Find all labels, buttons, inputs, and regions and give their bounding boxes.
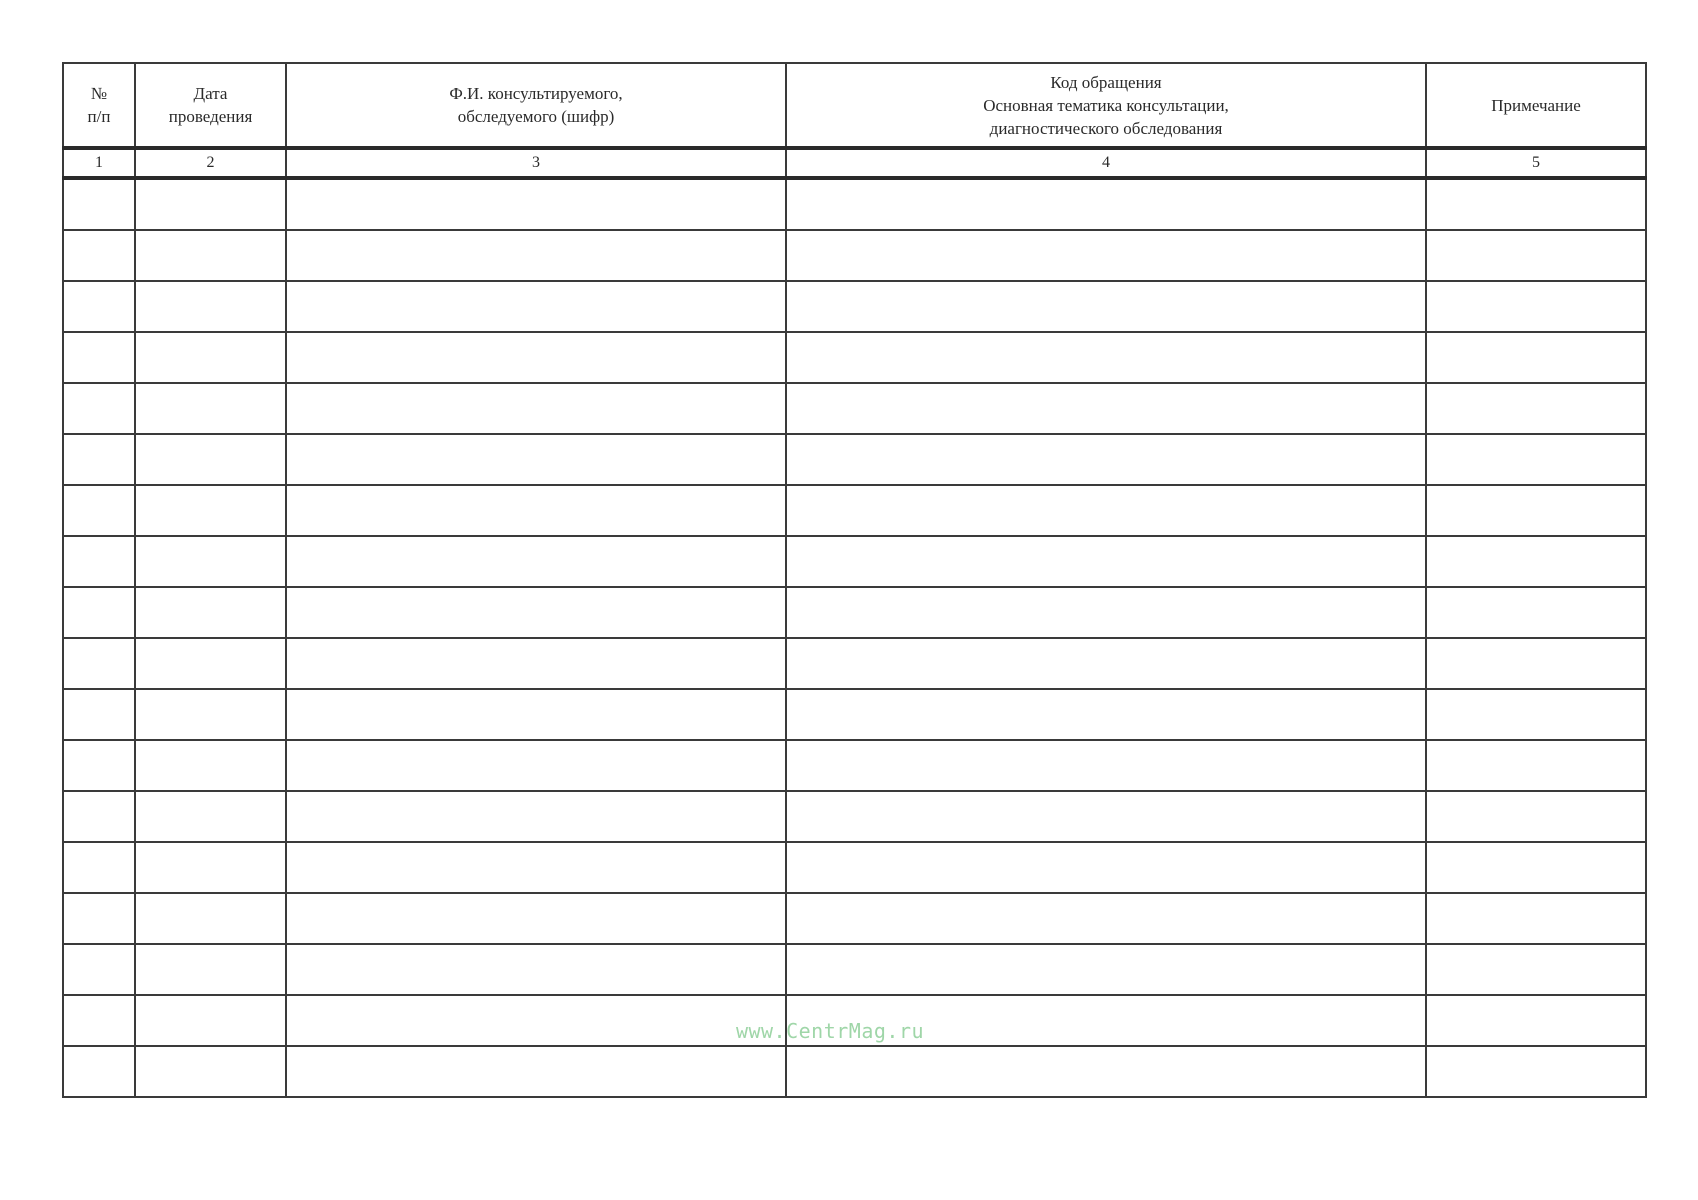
cell-note [1426, 332, 1646, 383]
header-date-line2: проведения [168, 107, 253, 126]
cell-date [135, 178, 286, 230]
cell-note [1426, 485, 1646, 536]
cell-note [1426, 434, 1646, 485]
header-name-line2: обследуемого (шифр) [457, 107, 615, 126]
column-number-row [63, 148, 1646, 178]
table-row [63, 281, 1646, 332]
cell-number [63, 893, 135, 944]
cell-number [63, 230, 135, 281]
cell-note [1426, 230, 1646, 281]
cell-topic [786, 230, 1426, 281]
cell-name [286, 740, 786, 791]
cell-number [63, 842, 135, 893]
table-row [63, 893, 1646, 944]
cell-number [63, 281, 135, 332]
table-row [63, 383, 1646, 434]
table-row [63, 944, 1646, 995]
cell-note [1426, 893, 1646, 944]
cell-note [1426, 740, 1646, 791]
cell-date [135, 638, 286, 689]
cell-note [1426, 944, 1646, 995]
cell-name [286, 893, 786, 944]
cell-number [63, 587, 135, 638]
cell-date [135, 434, 286, 485]
cell-date [135, 995, 286, 1046]
cell-name [286, 536, 786, 587]
cell-date [135, 536, 286, 587]
cell-date [135, 281, 286, 332]
cell-note [1426, 587, 1646, 638]
cell-name [286, 638, 786, 689]
table-row [63, 536, 1646, 587]
cell-number [63, 995, 135, 1046]
cell-number [63, 434, 135, 485]
cell-topic [786, 587, 1426, 638]
cell-topic [786, 638, 1426, 689]
column-number: 1 [63, 148, 135, 178]
cell-number [63, 740, 135, 791]
cell-number [63, 332, 135, 383]
table-row [63, 791, 1646, 842]
cell-topic [786, 893, 1426, 944]
table-row [63, 740, 1646, 791]
header-name [286, 63, 786, 148]
cell-number [63, 178, 135, 230]
cell-topic [786, 842, 1426, 893]
header-name-line1: Ф.И. консультируемого, [449, 84, 623, 103]
cell-topic [786, 383, 1426, 434]
cell-date [135, 587, 286, 638]
cell-date [135, 383, 286, 434]
header-number [63, 63, 135, 148]
cell-name [286, 178, 786, 230]
cell-name [286, 689, 786, 740]
cell-date [135, 944, 286, 995]
cell-note [1426, 281, 1646, 332]
cell-topic [786, 1046, 1426, 1097]
cell-topic [786, 791, 1426, 842]
cell-name [286, 842, 786, 893]
header-number-line1: № [90, 84, 108, 103]
cell-topic [786, 536, 1426, 587]
cell-number [63, 791, 135, 842]
cell-number [63, 944, 135, 995]
cell-note [1426, 383, 1646, 434]
table-row [63, 485, 1646, 536]
table-row [63, 1046, 1646, 1097]
cell-note [1426, 842, 1646, 893]
cell-date [135, 893, 286, 944]
cell-name [286, 281, 786, 332]
consultation-journal-table [62, 62, 1647, 1098]
cell-topic [786, 689, 1426, 740]
cell-note [1426, 995, 1646, 1046]
column-number: 4 [786, 148, 1426, 178]
cell-note [1426, 536, 1646, 587]
cell-note [1426, 638, 1646, 689]
table-row [63, 434, 1646, 485]
cell-date [135, 842, 286, 893]
cell-topic [786, 281, 1426, 332]
header-number-line2: п/п [87, 107, 111, 126]
cell-date [135, 740, 286, 791]
table-row [63, 587, 1646, 638]
cell-name [286, 383, 786, 434]
cell-name [286, 1046, 786, 1097]
cell-number [63, 1046, 135, 1097]
watermark: www.CentrMag.ru [735, 1019, 925, 1043]
table-row [63, 842, 1646, 893]
header-topic-line2: Основная тематика консультации, [983, 95, 1229, 115]
column-number: 5 [1426, 148, 1646, 178]
cell-date [135, 230, 286, 281]
table-row [63, 332, 1646, 383]
cell-topic [786, 944, 1426, 995]
cell-name [286, 587, 786, 638]
column-number: 2 [135, 148, 286, 178]
cell-topic [786, 178, 1426, 230]
header-topic [786, 63, 1426, 148]
cell-topic [786, 434, 1426, 485]
table-row [63, 230, 1646, 281]
cell-note [1426, 178, 1646, 230]
table-header-row [63, 63, 1646, 148]
cell-note [1426, 1046, 1646, 1097]
cell-name [286, 791, 786, 842]
cell-number [63, 638, 135, 689]
cell-topic [786, 740, 1426, 791]
table-row [63, 689, 1646, 740]
cell-note [1426, 791, 1646, 842]
cell-topic [786, 332, 1426, 383]
header-date [135, 63, 286, 148]
table-row [63, 638, 1646, 689]
header-note [1426, 63, 1646, 148]
cell-date [135, 791, 286, 842]
cell-number [63, 485, 135, 536]
header-note-line1: Примечание [1491, 95, 1581, 115]
cell-name [286, 485, 786, 536]
cell-date [135, 485, 286, 536]
header-topic-line1: Код обращения [1050, 72, 1162, 92]
table-row [63, 178, 1646, 230]
cell-date [135, 1046, 286, 1097]
cell-number [63, 689, 135, 740]
cell-name [286, 230, 786, 281]
header-topic-line3: диагностического обследования [989, 118, 1223, 138]
header-date-line1: Дата [193, 84, 228, 103]
cell-number [63, 383, 135, 434]
cell-date [135, 332, 286, 383]
column-number: 3 [286, 148, 786, 178]
cell-name [286, 944, 786, 995]
cell-date [135, 689, 286, 740]
cell-note [1426, 689, 1646, 740]
cell-name [286, 332, 786, 383]
cell-name [286, 434, 786, 485]
cell-number [63, 536, 135, 587]
cell-topic [786, 485, 1426, 536]
